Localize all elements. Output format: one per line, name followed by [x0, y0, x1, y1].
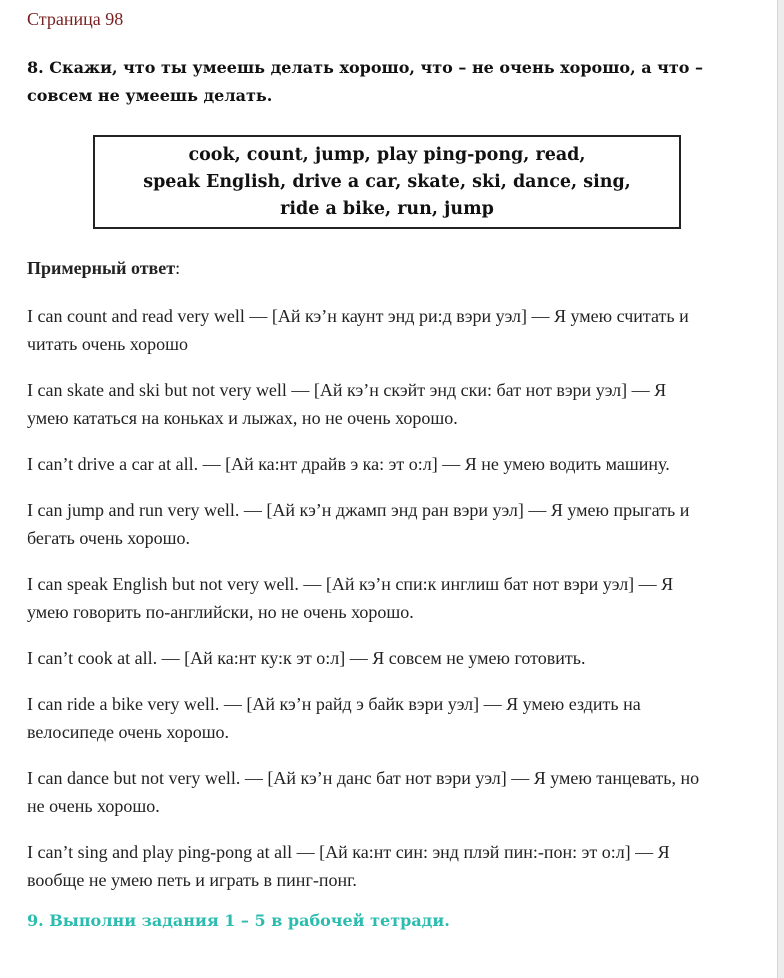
answer-item-2	[27, 376, 753, 432]
task-8-heading-line-1: 8. Скажи, что ты умеешь делать хорошо, что – не очень хорошо, а что –	[27, 58, 704, 77]
answer-item-4	[27, 496, 753, 552]
answer-line: умею говорить по-английски, но не очень хорошо.	[27, 602, 414, 622]
answer-line: I can dance but not very well. — [Ай кэ’н данс бат нот вэри уэл] — Я умею танцевать, но	[27, 768, 700, 788]
answer-line: I can jump and run very well. — [Ай кэ’н джамп энд ран вэри уэл] — Я умею прыгать и	[27, 500, 690, 520]
answer-line: I can ride a bike very well. — [Ай кэ’н райд э байк вэри уэл] — Я умею ездить на	[27, 694, 641, 714]
sample-answer-label-colon: :	[175, 258, 181, 278]
answer-line: читать очень хорошо	[27, 334, 188, 354]
answer-line: велосипеде очень хорошо.	[27, 722, 230, 742]
page-number-label: Страница 98	[27, 9, 124, 29]
task-8-heading-line-2: совсем не умеешь делать.	[27, 86, 273, 105]
answer-item-8	[27, 764, 753, 820]
page-edge-divider	[777, 0, 784, 978]
answer-line: I can speak English but not very well. — [Ай кэ’н спи:к инглиш бат нот вэри уэл] — Я	[27, 574, 674, 594]
answer-line: I can’t drive a car at all. — [Ай ка:нт драйв э ка: эт о:л] — Я не умею водить машину.	[27, 454, 670, 474]
word-bank-line-2: speak English, drive a car, skate, ski, dance, sing,	[143, 171, 631, 192]
answer-line: I can’t cook at all. — [Ай ка:нт ку:к эт о:л] — Я совсем не умею готовить.	[27, 648, 586, 668]
task-9-heading: 9. Выполни задания 1 – 5 в рабочей тетради.	[27, 911, 450, 930]
task-8-heading	[27, 54, 747, 110]
answer-line: I can’t sing and play ping-pong at all — [Ай ка:нт син: энд плэй пин:-пон: эт о:л] — Я	[27, 842, 670, 862]
answer-item-5	[27, 570, 753, 626]
answer-line: I can skate and ski but not very well — [Ай кэ’н скэйт энд ски: бат нот вэри уэл] — Я	[27, 380, 667, 400]
word-bank-line-1: cook, count, jump, play ping-pong, read,	[188, 144, 586, 165]
answer-line: умею кататься на коньках и лыжах, но не очень хорошо.	[27, 408, 458, 428]
answer-item-9	[27, 838, 753, 894]
answer-line: бегать очень хорошо.	[27, 528, 190, 548]
sample-answer-label-bold: Примерный ответ	[27, 258, 176, 278]
answer-line: I can count and read very well — [Ай кэ’н каунт энд ри:д вэри уэл] — Я умею считать и	[27, 306, 689, 326]
sample-answer-label	[27, 258, 180, 279]
answer-item-6	[27, 644, 753, 672]
word-bank-box	[93, 135, 681, 229]
answer-item-7	[27, 690, 753, 746]
answer-line: не очень хорошо.	[27, 796, 160, 816]
word-bank-text	[143, 142, 631, 223]
answer-item-3	[27, 450, 753, 478]
answer-item-1	[27, 302, 753, 358]
answer-line: вообще не умею петь и играть в пинг-понг.	[27, 870, 357, 890]
word-bank-line-3: ride a bike, run, jump	[280, 198, 494, 219]
